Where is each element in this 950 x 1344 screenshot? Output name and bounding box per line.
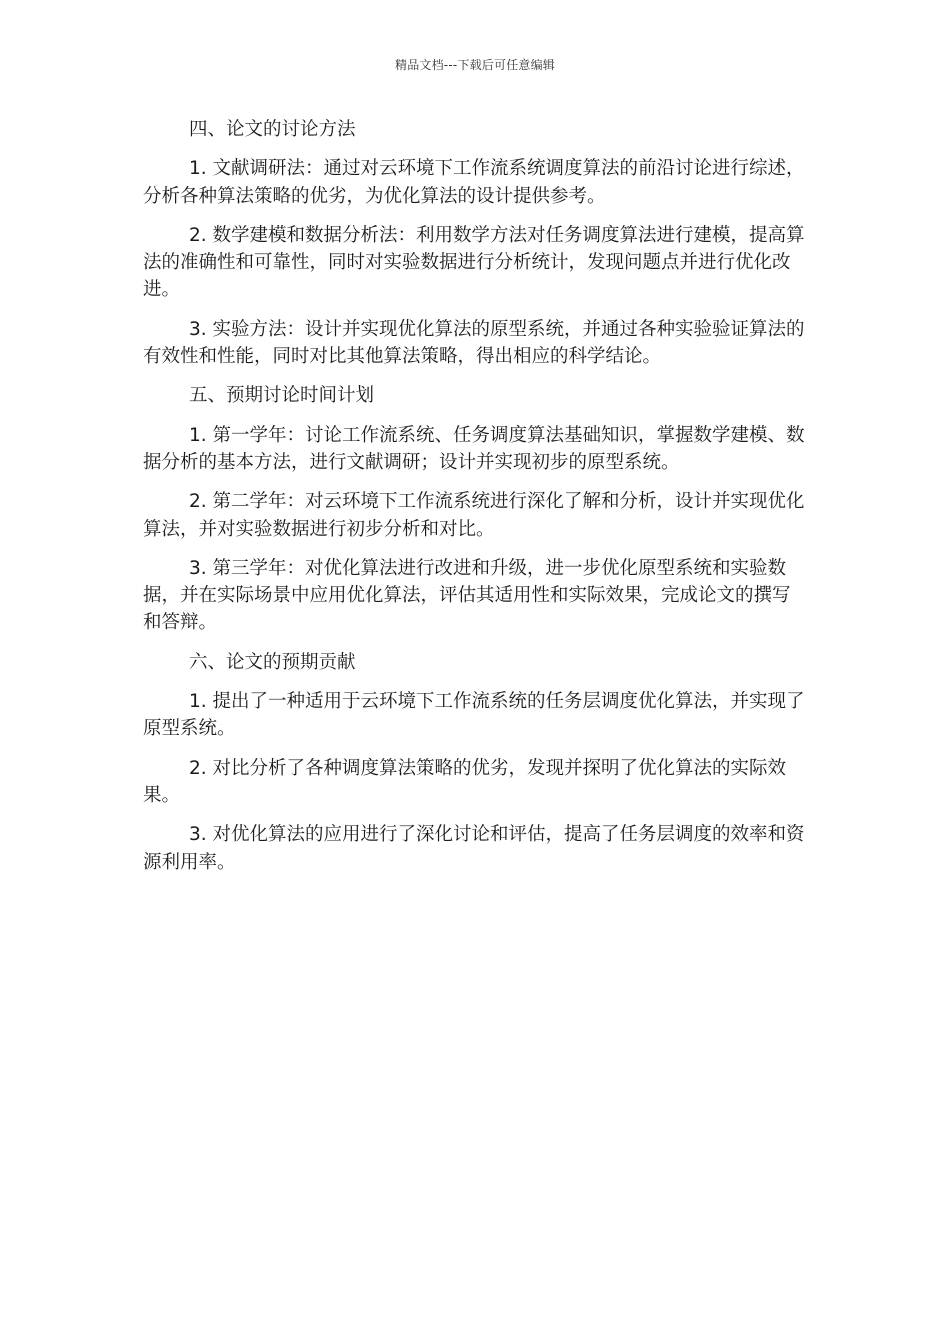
paragraph: 2. 第二学年：对云环境下工作流系统进行深化了解和分析，设计并实现优化算法，并对实验数据进行初步分析和对比。 — [143, 491, 805, 540]
section-contributions — [143, 649, 805, 876]
paragraph: 2. 数学建模和数据分析法：利用数学方法对任务调度算法进行建模，提高算法的准确性和可靠性，同时对实验数据进行分析统计，发现问题点并进行优化改进。 — [143, 224, 805, 301]
paragraph: 1. 第一学年：讨论工作流系统、任务调度算法基础知识，掌握数学建模、数据分析的基本方法，进行文献调研；设计并实现初步的原型系统。 — [143, 424, 805, 473]
section-heading: 六、论文的预期贡献 — [189, 651, 356, 673]
paragraph: 1. 文献调研法：通过对云环境下工作流系统调度算法的前沿讨论进行综述，分析各种算法策略的优劣，为优化算法的设计提供参考。 — [143, 158, 805, 207]
section-heading: 五、预期讨论时间计划 — [189, 385, 375, 407]
paragraph: 3. 实验方法：设计并实现优化算法的原型系统，并通过各种实验验证算法的有效性和性能，同时对比其他算法策略，得出相应的科学结论。 — [143, 318, 805, 368]
section-schedule — [143, 382, 805, 636]
paragraph: 3. 对优化算法的应用进行了深化讨论和评估，提高了任务层调度的效率和资源利用率。 — [143, 824, 805, 873]
section-heading: 四、论文的讨论方法 — [189, 119, 356, 140]
section-research-methods — [143, 116, 805, 370]
document-body — [143, 116, 805, 888]
paragraph: 2. 对比分析了各种调度算法策略的优劣，发现并探明了优化算法的实际效果。 — [143, 757, 787, 806]
page-header: 精品文档---下载后可任意编辑 — [395, 58, 555, 72]
paragraph: 1. 提出了一种适用于云环境下工作流系统的任务层调度优化算法，并实现了原型系统。 — [143, 691, 805, 740]
paragraph: 3. 第三学年：对优化算法进行改进和升级，进一步优化原型系统和实验数据，并在实际场景中应用优化算法，评估其适用性和实际效果，完成论文的撰写和答辩。 — [143, 557, 791, 634]
